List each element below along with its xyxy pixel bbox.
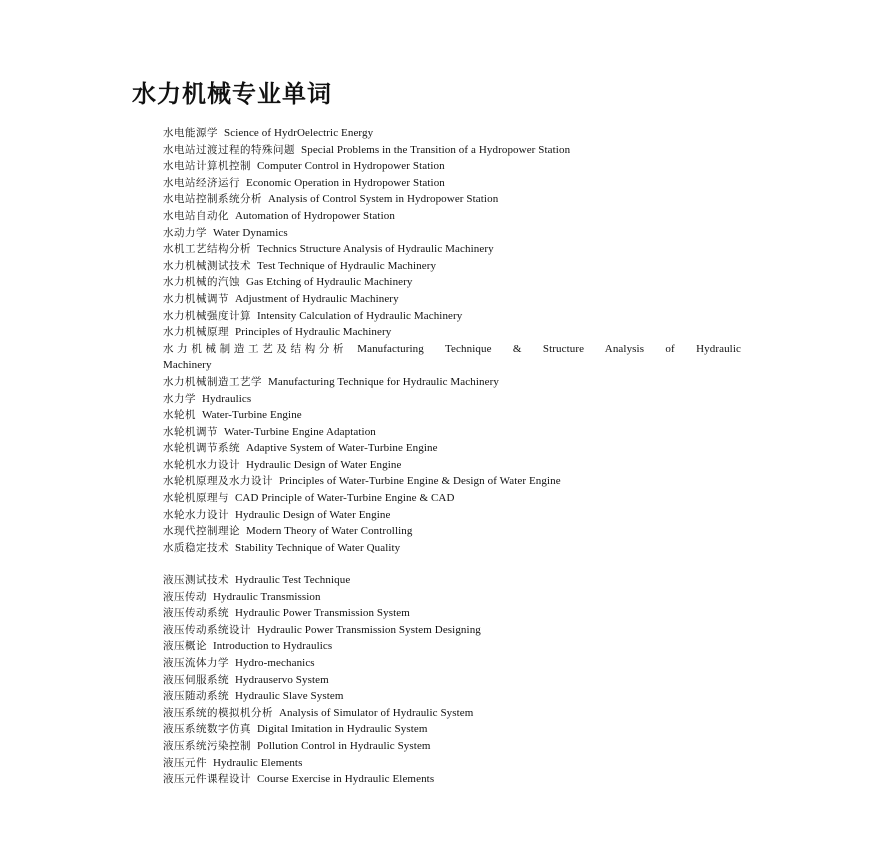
term-entry	[163, 142, 741, 159]
term-chinese: 液压传动系统设计	[163, 623, 251, 636]
term-chinese: 水力机械调节	[163, 292, 229, 305]
term-chinese: 液压系统污染控制	[163, 739, 251, 752]
term-entry	[163, 755, 741, 772]
term-entry	[163, 258, 741, 275]
term-chinese: 水机工艺结构分析	[163, 243, 251, 256]
term-chinese: 液压流体力学	[163, 657, 229, 669]
term-chinese: 水力机械的汽蚀	[163, 276, 240, 289]
term-entry	[163, 622, 741, 639]
group-spacer	[163, 556, 741, 572]
term-english: Analysis of Simulator of Hydraulic System	[279, 706, 474, 719]
term-chinese: 水动力学	[163, 226, 207, 239]
term-entry	[163, 655, 741, 672]
term-chinese: 水力机械原理	[163, 326, 229, 339]
term-entry	[163, 291, 741, 308]
term-entry	[163, 490, 741, 507]
term-english: Hydraulic Test Technique	[235, 574, 351, 587]
term-english: Course Exercise in Hydraulic Elements	[257, 773, 435, 786]
term-english: Stability Technique of Water Quality	[235, 541, 401, 554]
term-english: Hydraulic Slave System	[235, 690, 344, 703]
term-chinese: 液压元件课程设计	[163, 773, 251, 786]
term-english: Water-Turbine Engine Adaptation	[224, 425, 376, 438]
term-english: Economic Operation in Hydropower Station	[246, 176, 445, 189]
term-english: Test Technique of Hydraulic Machinery	[257, 259, 437, 272]
term-english: Automation of Hydropower Station	[235, 209, 395, 222]
term-english: Analysis of Control System in Hydropower Station	[268, 193, 499, 206]
term-entry	[163, 589, 741, 606]
term-chinese: 水轮机水力设计	[163, 458, 240, 471]
page-title: 水力机械专业单词	[132, 80, 332, 108]
term-chinese: 液压元件	[163, 756, 207, 769]
term-entry	[163, 424, 741, 441]
term-entry	[163, 374, 741, 391]
term-entry	[163, 473, 741, 490]
term-english: Gas Etching of Hydraulic Machinery	[246, 276, 413, 289]
term-entry	[163, 605, 741, 622]
term-english: Principles of Water-Turbine Engine & Design of Water Engine	[279, 475, 561, 488]
term-group-hydropower	[163, 125, 741, 556]
term-entry	[163, 705, 741, 722]
term-chinese: 水轮机原理与	[163, 492, 229, 505]
term-english: Manufacturing Technique for Hydraulic Machinery	[268, 375, 499, 388]
term-english: Adjustment of Hydraulic Machinery	[235, 292, 399, 305]
term-english: Hydro-mechanics	[235, 657, 315, 669]
term-group-hydraulics	[163, 572, 741, 788]
term-chinese: 水力机械强度计算	[163, 309, 251, 322]
term-chinese: 水力机械制造工艺学	[163, 375, 262, 388]
term-chinese: 水电站控制系统分析	[163, 193, 262, 206]
term-english: Digital Imitation in Hydraulic System	[257, 723, 428, 736]
term-chinese: 水轮机	[163, 409, 196, 422]
term-english: Technics Structure Analysis of Hydraulic Machinery	[257, 243, 494, 256]
term-entry	[163, 540, 741, 557]
term-english: Pollution Control in Hydraulic System	[257, 739, 431, 752]
term-entry	[163, 771, 741, 788]
term-chinese: 水电能源学	[163, 127, 218, 139]
term-entry	[163, 341, 741, 374]
term-english: Hydraulic Elements	[213, 756, 303, 769]
term-entry	[163, 225, 741, 242]
term-english: Hydraulic Design of Water Engine	[235, 508, 391, 521]
term-english: CAD Principle of Water-Turbine Engine & CAD	[235, 492, 455, 505]
term-entry	[163, 507, 741, 524]
term-english: Hydraulic Design of Water Engine	[246, 458, 402, 471]
term-chinese: 水轮机调节	[163, 425, 218, 438]
term-chinese: 水力机械测试技术	[163, 259, 251, 272]
term-chinese: 水力学	[163, 392, 196, 405]
term-english: Hydraulics	[202, 392, 252, 405]
term-chinese: 水轮机调节系统	[163, 442, 240, 455]
term-chinese: 水电站过渡过程的特殊问题	[163, 143, 295, 156]
term-entry	[163, 175, 741, 192]
term-entry	[163, 191, 741, 208]
term-english: Principles of Hydraulic Machinery	[235, 326, 392, 339]
term-chinese: 液压概论	[163, 640, 207, 653]
term-chinese: 水电站经济运行	[163, 176, 240, 189]
term-english: Intensity Calculation of Hydraulic Machinery	[257, 309, 463, 322]
term-chinese: 液压系统的模拟机分析	[163, 706, 273, 719]
term-chinese: 液压传动系统	[163, 607, 229, 620]
term-entry	[163, 523, 741, 540]
term-entry	[163, 241, 741, 258]
term-entry	[163, 208, 741, 225]
term-entry	[163, 721, 741, 738]
term-entry	[163, 125, 741, 142]
term-chinese: 液压测试技术	[163, 574, 229, 587]
term-entry	[163, 738, 741, 755]
term-english: Introduction to Hydraulics	[213, 640, 333, 653]
term-chinese: 水轮机原理及水力设计	[163, 475, 273, 488]
term-chinese: 水现代控制理论	[163, 525, 240, 538]
term-chinese: 水质稳定技术	[163, 541, 229, 554]
term-chinese: 液压伺服系统	[163, 673, 229, 686]
term-chinese: 水轮水力设计	[163, 508, 229, 521]
term-chinese: 水电站自动化	[163, 209, 229, 222]
term-entry	[163, 324, 741, 341]
term-english: Hydraulic Transmission	[213, 590, 321, 603]
term-entry	[163, 274, 741, 291]
term-english: Computer Control in Hydropower Station	[257, 160, 445, 173]
term-chinese: 液压系统数字仿真	[163, 723, 251, 736]
term-chinese: 水力机械制造工艺及结构分析	[163, 342, 348, 355]
term-english: Adaptive System of Water-Turbine Engine	[246, 442, 438, 455]
term-english: Special Problems in the Transition of a Hydropower Station	[301, 143, 571, 156]
term-chinese: 水电站计算机控制	[163, 160, 251, 173]
term-english: Hydraulic Power Transmission System Designing	[257, 623, 481, 636]
term-chinese: 液压传动	[163, 590, 207, 603]
term-english: Science of HydrOelectric Energy	[224, 127, 374, 139]
term-entry	[163, 672, 741, 689]
term-english: Modern Theory of Water Controlling	[246, 525, 413, 538]
term-entry	[163, 407, 741, 424]
term-chinese: 液压随动系统	[163, 690, 229, 703]
term-entry	[163, 158, 741, 175]
term-entry	[163, 638, 741, 655]
term-entry	[163, 440, 741, 457]
term-english: Manufacturing Technique & Structure Analysis of Hydraulic Machinery	[163, 342, 741, 372]
term-entry	[163, 308, 741, 325]
term-english: Hydraulic Power Transmission System	[235, 607, 410, 620]
term-english: Hydrauservo System	[235, 673, 329, 686]
term-entry	[163, 688, 741, 705]
term-list	[163, 125, 741, 788]
term-entry	[163, 391, 741, 408]
term-entry	[163, 457, 741, 474]
term-english: Water Dynamics	[213, 226, 288, 239]
term-english: Water-Turbine Engine	[202, 409, 302, 422]
term-entry	[163, 572, 741, 589]
